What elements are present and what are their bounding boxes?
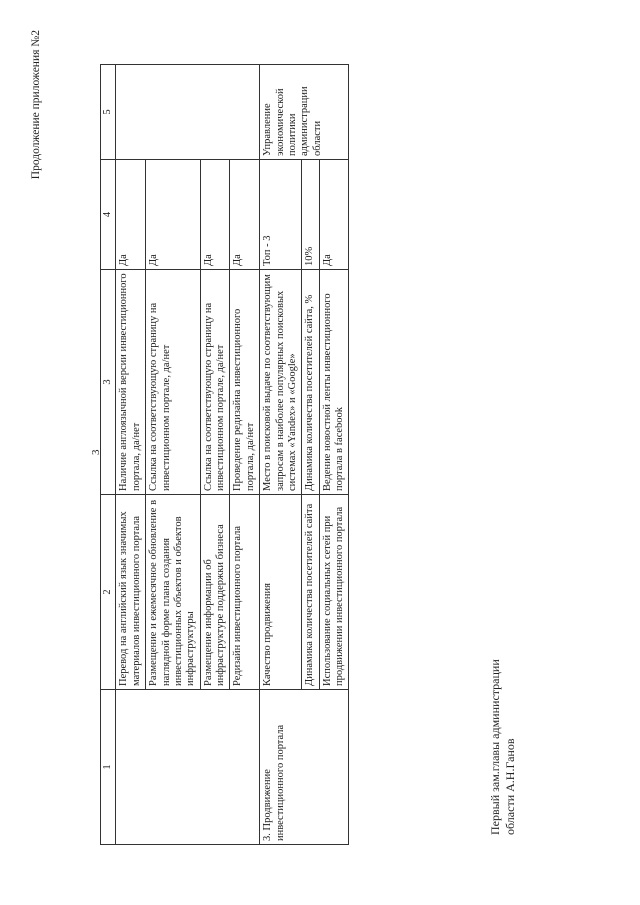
value-cell: Топ - 3: [260, 160, 302, 270]
activity-cell: Качество продвижения: [260, 495, 302, 690]
activities-table: [100, 64, 349, 845]
indicator-cell: Ведение новостной ленты инвестиционного портала в facebook: [319, 270, 349, 495]
rotated-content: [30, 30, 610, 875]
value-cell: Да: [230, 160, 260, 270]
indicator-cell: Место в поисковой выдаче по соответствующим запросам в наиболее популярных поисковых системах «Yandex» и «Google»: [260, 270, 302, 495]
value-cell: Да: [319, 160, 349, 270]
table-header-row: [101, 65, 116, 845]
column-header-1: 1: [101, 690, 116, 845]
responsible-cell: [116, 65, 260, 160]
responsible-cell: Управление экономической политики администрации области: [260, 65, 349, 160]
value-cell: Да: [116, 160, 146, 270]
value-cell: 10%: [302, 160, 319, 270]
activity-cell: Размещение и ежемесячное обновление в наглядной форме плана создания инвестиционных объектов и объектов инфраструктуры: [146, 495, 201, 690]
signature-line-2: области А.Н.Ганов: [503, 738, 517, 835]
activity-cell: Редизайн инвестиционного портала: [230, 495, 260, 690]
activity-cell: Динамика количества посетителей сайта: [302, 495, 319, 690]
appendix-header: Продолжение приложения №2: [30, 30, 42, 180]
indicator-cell: Динамика количества посетителей сайта, %: [302, 270, 319, 495]
section-cell: [116, 690, 260, 845]
table-row: [260, 65, 302, 845]
activity-cell: Размещение информации об инфраструктуре поддержки бизнеса: [200, 495, 230, 690]
table-row: [116, 65, 146, 845]
column-header-2: 2: [101, 495, 116, 690]
indicator-cell: Ссылка на соответствующую страницу на инвестиционном портале, да/нет: [200, 270, 230, 495]
indicator-cell: Наличие англоязычной версии инвестиционного портала, да/нет: [116, 270, 146, 495]
column-header-5: 5: [101, 65, 116, 160]
value-cell: Да: [200, 160, 230, 270]
column-header-3: 3: [101, 270, 116, 495]
page-number: 3: [90, 449, 102, 455]
activity-cell: Использование социальных сетей при продвижении инвестиционного портала: [319, 495, 349, 690]
signature-line-1: Первый зам.главы администрации: [488, 659, 502, 835]
indicator-cell: Проведение редизайна инвестиционного портала, да/нет: [230, 270, 260, 495]
column-header-4: 4: [101, 160, 116, 270]
section-cell: 3. Продвижение инвестиционного портала: [260, 690, 349, 845]
value-cell: Да: [146, 160, 201, 270]
signature-block: [488, 659, 518, 835]
indicator-cell: Ссылка на соответствующую страницу на инвестиционном портале, да/нет: [146, 270, 201, 495]
activity-cell: Перевод на английский язык значимых материалов инвестиционного портала: [116, 495, 146, 690]
